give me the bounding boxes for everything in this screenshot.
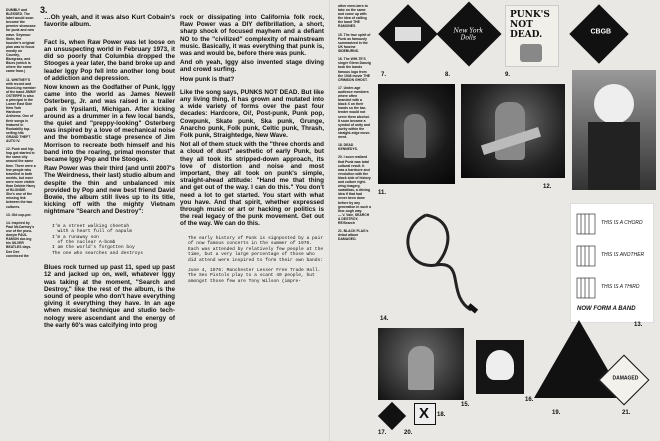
x-mark: X [419,405,430,422]
cable-drawing [376,210,516,320]
poster-figure [520,44,542,62]
figure-label: 20. [404,430,413,436]
figure-label: 8. [445,72,451,78]
figure-label: 7. [381,72,387,78]
left-margin-notes: DUMBLY and BLESSED. The label would soon become the premier showcase for punk and new wave. Seymour Stein, the founder's original plan was to focus mostly on Country, Bluegrass, and Blues (which is where the name came from.) 11. WHITNEY'S with record and found-ing member of the band JIMMY OSTERPE is also a principal in the Lower East Side New York Hardcore Anthems. One of their songs is featured in Rockabilly top-selling hits GRAND THEFT AUTO IV. 12. Punk and hip-hop got started in the same city around the same time. There were a few people who travelled in both worlds, but none were more visible than Debbie Harry of BLONDIE. She's one of the missing link between the two cultures. 13. Old cop-per. 14. Inspired by Paul McCartney's use of the pseu-donym PAUL RAMON dur-ing his SILVER BEATLES days. Dee Dee convinced the [6,8,36,258]
band-logo: New York Dolls [453,27,483,42]
paragraph: rock or dissipating into California folk rock, Raw Power was a DIY defibrillation, a short, sharp shock of focused mayhem and a defiant NO to the "civilized" complexity of mainstream music. Basically, it was everything that punk is, was and would be, before there was punk. [180,14,326,58]
paragraph: Now known as the Godfather of Punk, Iggy came into the world as James Newell Osterberg, Jr. and was raised in a trailer park in Ypsilanti, Michigan. After kicking around as a drummer in a few local bands, the quiet and "preppy-looking" Osterberg was inspired by a love of mechanical noise and the bombastic stage presence of Jim Morrison to recreate both himself and his band into the roaring, primal monster that became Iggy Pop and the Stooges. [44,84,177,164]
poster-text: PUNK'S NOT DEAD. [510,10,550,40]
figure-label: 12. [543,184,552,190]
paragraph: How punk is that? [180,75,235,83]
chord-diagram-page [570,203,654,323]
band-live-photo [378,84,455,184]
paragraph: Like the song says, PUNKS NOT DEAD. But like any living thing, it has grown and mutated into a wide variety of forms over the past four decades: Hardcore, Oi!, Post-punk, Punk pop, Cowpunk, Skate punk, Ska punk, Grunge, Anarcho punk, Folk punk, Celtic punk, Thrash, Folk punk, Straightedge, New Wave. [180,88,326,140]
figure-label: 18. [437,412,446,418]
sticker-image [476,340,524,394]
crowd-photo [378,328,464,400]
performer [408,346,434,390]
singer-photo [572,70,656,190]
figure-label: 14. [380,316,389,322]
paragraph: And oh yeah, Iggy also invented stage diving and crowd surfing. [180,59,326,74]
page-number: 3. [40,5,48,15]
dolls-cover-diamond [436,1,501,66]
guitarist-photo [461,84,565,178]
right-margin-notes: other mem-bers to take on the same and come up with the idea of calling the band THE RAMONES 15. The true spirit of Punk as famously summarized in the UK fanzine SIDEBURNS. 16. The WHI-TE'S singer Glenn Danzig took the bands famous logo from the 1946 movie THE CRIMSON GHOST. 17. Under-age audience members where often branded with a black X on their hands so the bar-tender would not serve them alcohol. It soon became a symbol of unity and purity within the straight-edge move-ment. 18. DEAD KENNEDYS. 20. I soon realized that Punk was total cultural result. It was a hardcore and revolution with the black side of history and culture right-wing imagery, swastikas, a driving idea if that had never been done before by any generation in such a thor-ough way. — V. Vale, SEARCH & DESTROY, RE/Search 21. BLACK FLAG's debut album DAMAGED. [338,4,371,242]
lyrics-quote: I'm a street walking cheetah with a heart full of napalm I'm a runaway son of the nuclear A-bomb I am the world's forgotten boy The one who searches and destroys [52,223,143,256]
cbgb-text: CBGB [590,28,612,36]
paragraph: Fact is, when Raw Power was let loose on an unsuspecting world in February 1973, it did so poorly that Columbia dropped the Stooges a year later, the band broke up and leader Iggy Pop fell into another long bout of addiction and depression. [44,38,177,82]
figure-label: 17. [378,430,387,436]
figure-label: 21. [622,410,631,416]
cbgb-diamond [569,4,628,63]
sidebar-text: June 4, 1976: Manchester Lesser Free Trade Hall. The Sex Pistols play to a scant 40 people, but amongst those few are Tony Wilson (impre- [188,267,324,284]
singer-head [594,84,634,124]
figure-label: 16. [525,397,534,403]
cover-image [395,27,421,41]
figure-label: 19. [552,410,561,416]
damaged-text: DAMAGED [612,375,639,382]
audio-cable-image [376,210,516,320]
paragraph: Not all of them stuck with the "three chords and a cloud of dust" aesthetic of early Punk, but they all took its stripped-down approach, its love of distortion and noise and most important, they all took on punk's simple, straight-ahead attitude: "Hand me that thing and get out of the way. I can do this." You don't need a lot to get started. You start with what you have. And that spirit, whether expressed through music or art or hacking or politics is the real legacy of the punk movement. Get out of the way. We can do this. [180,141,326,228]
sidebar-text: The early history of Punk is signposted by a pair of now famous concerts in the summer of 1976. Each was attended by relatively few people at the time, but a very large percentage of those who did attend were inspired to form their own bands: [188,235,326,264]
figure-label: 15. [461,402,470,408]
page-fold [329,0,331,441]
x-mark-image [414,403,436,425]
singer-body [588,122,640,190]
paragraph: Blues rock turned up past 11, sped up past 12 and jacked up on, well, whatever Iggy was taking at the moment, "Search and Destroy," like the rest of the album, is the sound of people who don't have everything giving it everything they have. In an age when musical technique and studio tech-nology were ascendant and the energy of the early 60's was calcifying into prog [44,264,177,329]
paragraph: Raw Power was their third (and until 2007's The Weirdness, their last) studio album and despite the thin and unbalanced mix provided by Pop and new best friend David Bowie, the album still lives up to its title, kicking off with the mighty Vietnam nightmare "Search and Destroy": [44,165,177,216]
article-column-1 [44,14,175,331]
guitarist [495,102,525,160]
chord-caption: THIS IS A CHORD [601,220,643,226]
figure-label: 13. [634,322,643,328]
chord-caption: THIS IS A THIRD [601,284,640,290]
album-cover-diamond [378,4,437,63]
figure-label: 9. [505,72,511,78]
article-column-2 [180,14,324,288]
chord-caption: THIS IS ANOTHER [601,252,645,258]
small-diamond-image [378,402,406,430]
chord-caption: NOW FORM A BAND [577,306,636,312]
article-heading: …Oh yeah, and it was also Kurt Cobain's favorite album. [44,14,177,29]
performer [404,114,426,158]
punks-not-dead-poster [505,5,559,67]
figure-label: 11. [378,190,387,196]
skull-face [486,350,514,380]
